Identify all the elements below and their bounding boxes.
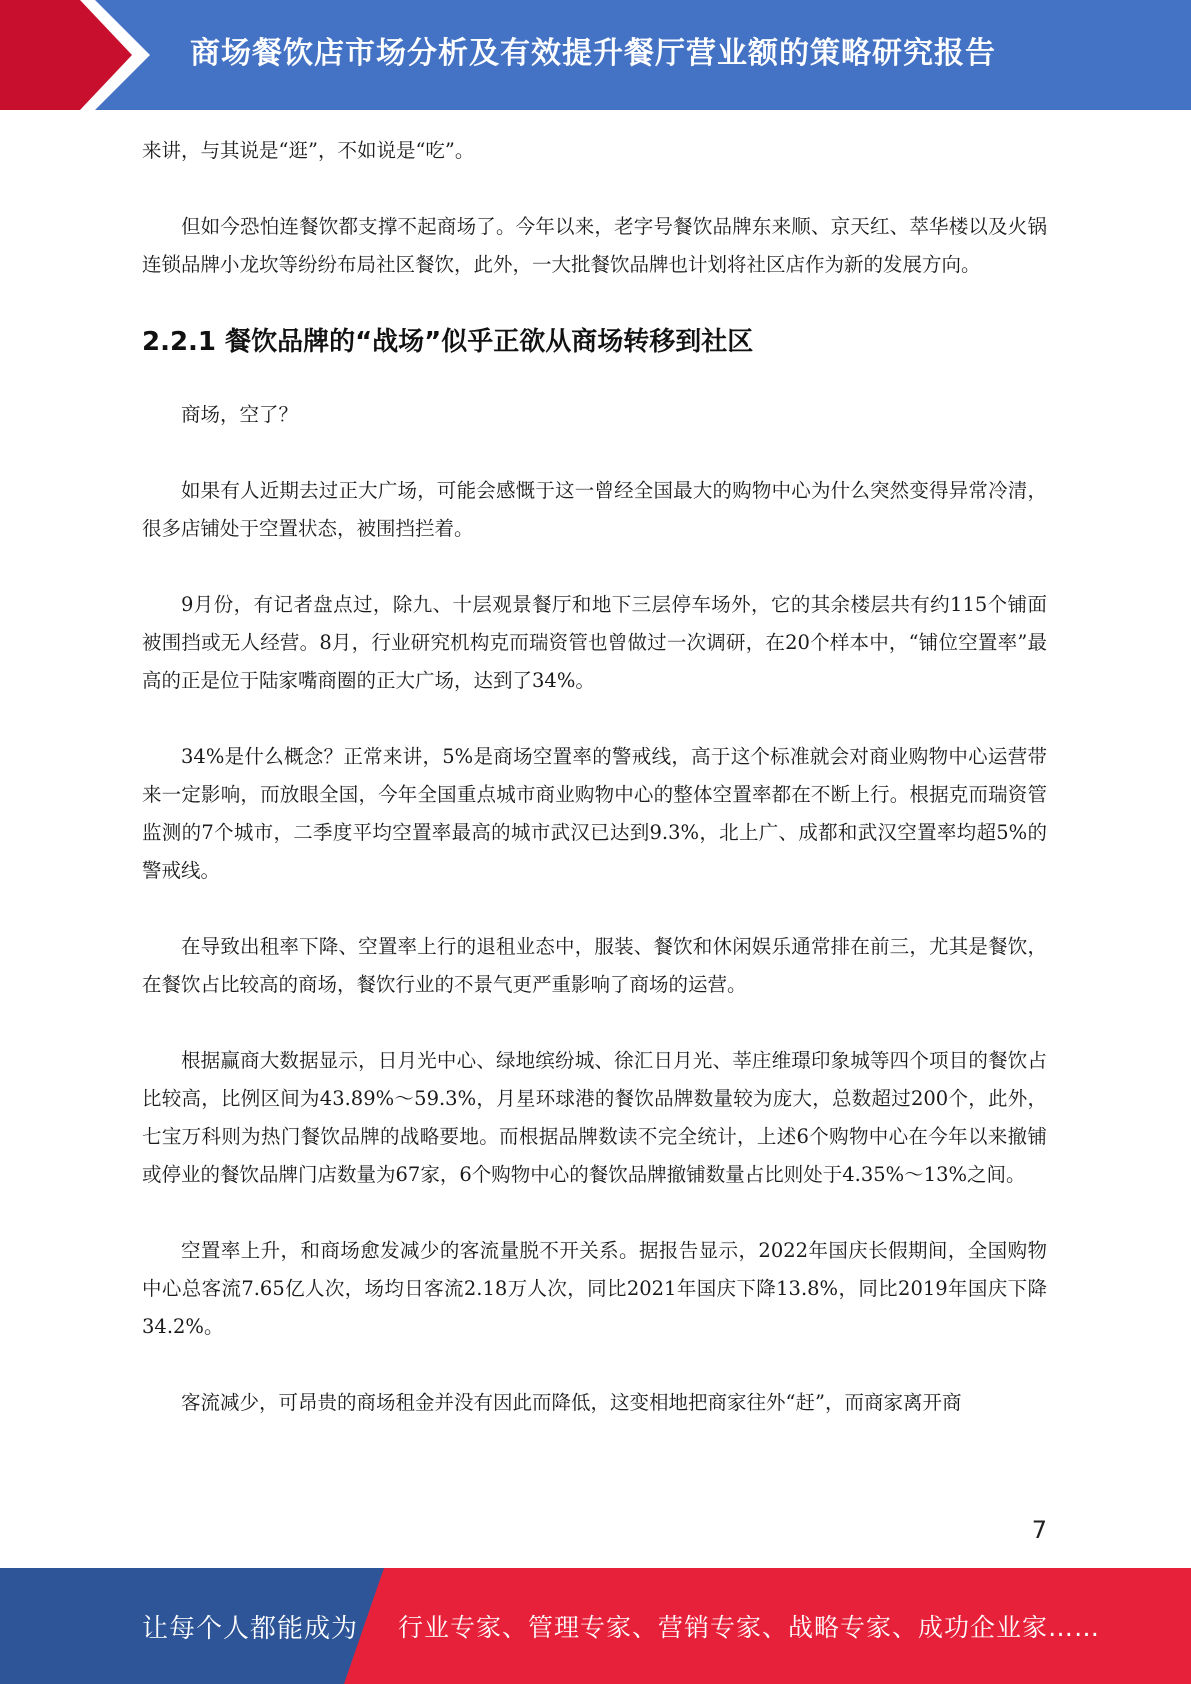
paragraph: 根据赢商大数据显示，日月光中心、绿地缤纷城、徐汇日月光、莘庄维璟印象城等四个项目的餐饮占比较高，比例区间为43.89%～59.3%，月星环球港的餐饮品牌数量较为庞大，总数超过200个，此外，七宝万科则为热门餐饮品牌的战略要地。而根据品牌数读不完全统计，上述6个购物中心在今年以来撤铺或停业的餐饮品牌门店数量为67家，6个购物中心的餐饮品牌撤铺数量占比则处于4.35%～13%之间。 [142,1049,1047,1186]
paragraph: 9月份，有记者盘点过，除九、十层观景餐厅和地下三层停车场外，它的其余楼层共有约115个铺面被围挡或无人经营。8月，行业研究机构克而瑞资管也曾做过一次调研，在20个样本中，“铺位空置率”最高的正是位于陆家嘴商圈的正大广场，达到了34%。 [142,593,1047,692]
page-footer [0,1568,1191,1684]
page-number: 7 [1031,1516,1047,1544]
paragraph: 34%是什么概念？正常来讲，5%是商场空置率的警戒线，高于这个标准就会对商业购物中心运营带来一定影响，而放眼全国，今年全国重点城市商业购物中心的整体空置率都在不断上行。根据克而瑞资管监测的7个城市，二季度平均空置率最高的城市武汉已达到9.3%，北上广、成都和武汉空置率均超5%的警戒线。 [142,745,1047,882]
paragraph: 如果有人近期去过正大广场，可能会感慨于这一曾经全国最大的购物中心为什么突然变得异常冷清，很多店铺处于空置状态，被围挡拦着。 [142,479,1047,540]
footer-slogan-left: 让每个人都能成为 [142,1614,359,1644]
section-heading: 2.2.1 餐饮品牌的“战场”似乎正欲从商场转移到社区 [142,327,754,357]
page-header [0,0,1191,110]
document-body [142,132,1047,1460]
paragraph: 在导致出租率下降、空置率上行的退租业态中，服装、餐饮和休闲娱乐通常排在前三，尤其是餐饮，在餐饮占比较高的商场，餐饮行业的不景气更严重影响了商场的运营。 [142,935,1047,996]
paragraph: 商场，空了？ [181,403,299,426]
paragraph: 来讲，与其说是“逛”，不如说是“吃”。 [142,139,475,162]
paragraph: 但如今恐怕连餐饮都支撑不起商场了。今年以来，老字号餐饮品牌东来顺、京天红、萃华楼以及火锅连锁品牌小龙坎等纷纷布局社区餐饮，此外，一大批餐饮品牌也计划将社区店作为新的发展方向。 [142,215,1047,276]
paragraph: 空置率上升，和商场愈发减少的客流量脱不开关系。据报告显示，2022年国庆长假期间，全国购物中心总客流7.65亿人次，场均日客流2.18万人次，同比2021年国庆下降13.8%，同比2019年国庆下降34.2%。 [142,1239,1047,1338]
header-title: 商场餐饮店市场分析及有效提升餐厅营业额的策略研究报告 [190,36,996,71]
footer-slogan-right: 行业专家、管理专家、营销专家、战略专家、成功企业家…… [398,1613,1101,1642]
paragraph: 客流减少，可昂贵的商场租金并没有因此而降低，这变相地把商家往外“赶”，而商家离开商 [181,1391,962,1414]
